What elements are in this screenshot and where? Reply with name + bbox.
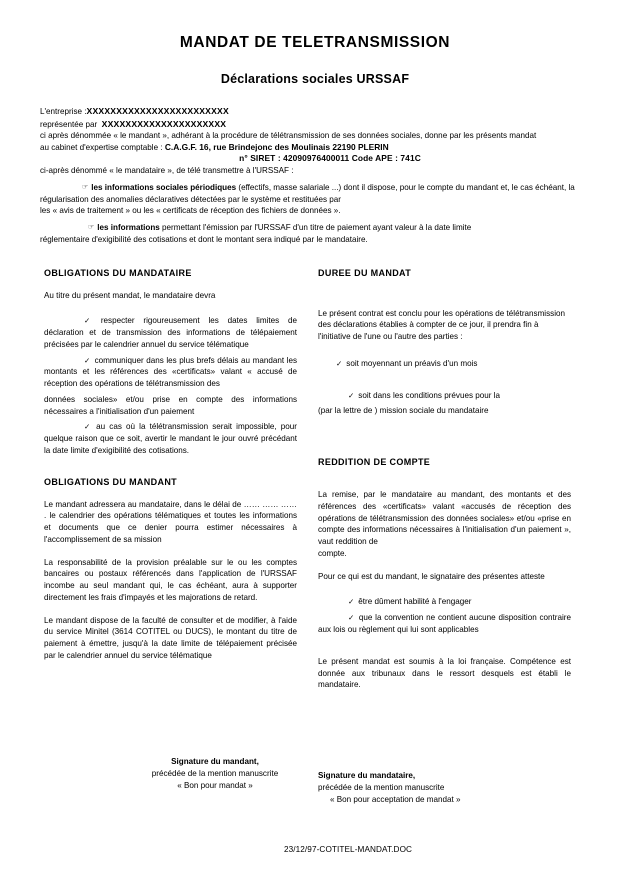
mandant-paragraph-1: Le mandant adressera au mandataire, dans le délai de …… …… …… . le calendrier des opérations télématiques et toutes les informations et documents que ce denier pourra estimer nécessaires à l'accomplissement de sa mission [44,499,297,544]
pointing-hand-icon: ☞ [82,182,89,191]
section-heading-obligations-mandataire: OBLIGATIONS DU MANDATAIRE [44,267,192,278]
mandataire-item-3 [44,421,297,456]
left-column [44,268,297,673]
section-heading-duree-mandat: DUREE DU MANDAT [318,267,412,278]
duree-item-1 [318,358,571,370]
mandataire-item-3-text: au cas où la télétransmission serait impossible, pour quelque raison que ce soit, avertir le mandant le jour ouvré précédant la date limite d'exigibilité des cotisations. [44,422,297,455]
reddition-item-1 [318,596,571,608]
signature-block-mandant [100,756,330,792]
signature-section [40,756,590,836]
reddition-item-2-text: que la convention ne contient aucune disposition contraire aux lois ou règlement qui lui sont applicables [318,613,571,635]
reddition-closing: Le présent mandat est soumis à la loi française. Compétence est donnée aux tribunaux dans le ressort desquels est établi le mandataire. [318,656,571,690]
duree-item-1-text: soit moyennant un préavis d'un mois [346,358,478,368]
check-icon: ✓ [84,316,97,326]
signature-mandataire-title: Signature du mandataire, [318,770,416,780]
signature-mandant-title: Signature du mandant, [171,756,259,766]
check-icon: ✓ [84,422,93,432]
check-icon: ✓ [336,358,343,368]
duree-item-2-tail: (par la lettre de ) mission sociale du mandataire [318,406,489,416]
hand-bullet-2 [40,222,590,234]
hand-bullet-1 [40,182,590,205]
cabinet-line [40,142,590,154]
duree-item-2-text: soit dans les conditions prévues pour la [358,390,501,400]
signature-mandant-quote: « Bon pour mandat » [177,780,253,790]
section-heading-obligations-mandant: OBLIGATIONS DU MANDANT [44,476,178,487]
signature-mandataire-quote: « Bon pour acceptation de mandat » [330,794,461,804]
mandataire-item-2-text: communiquer dans les plus brefs délais au mandant les montants et les références des «certificats» valant « accusé de réception des opérations de télétransmission des [44,355,297,389]
mandataire-item-1 [44,315,297,350]
check-icon: ✓ [348,597,355,607]
cabinet-value: C.A.G.F. 16, rue Brindejonc des Moulinais 22190 PLERIN [164,141,389,152]
mandataire-lead: Au titre du présent mandat, le mandataire devra [44,290,216,300]
company-value: XXXXXXXXXXXXXXXXXXXXXXXX [86,106,229,117]
company-line [40,105,590,117]
hand-bullet-1-tail: les « avis de traitement » ou les « certificats de réception des fichiers de données ». [40,206,341,216]
siret-line: n° SIRET : 42090976400011 Code APE : 741C [239,153,421,164]
check-icon: ✓ [348,390,355,400]
hand-bullet-1-bold: les informations sociales périodiques [91,182,237,192]
hand-bullet-2-tail: réglementaire d'exigibilité des cotisations et dont le montant sera indiqué par le mandataire. [40,234,368,244]
check-icon: ✓ [348,613,355,623]
document-footer: 23/12/97-COTITEL-MANDAT.DOC [283,845,413,854]
two-column-section [40,268,590,728]
page-title: MANDAT DE TELETRANSMISSION [179,34,451,51]
mandataire-item-2 [44,355,297,390]
represented-label: représentée par [40,119,98,129]
intro-block [40,105,590,177]
duree-item-2 [318,390,571,402]
mandant-definition: ci après dénommée « le mandant », adhérant à la procédure de télétransmission de ses données sociales, donne par les présents mandat [40,131,537,141]
reddition-paragraph-1-tail: compte. [318,548,347,558]
represented-line [40,118,590,130]
duree-paragraph: Le présent contrat est conclu pour les opérations de télétransmission des déclarations établies à compter de ce jour, il prendra fin à l'initiative de l'une ou l'autre des parties : [318,308,565,341]
right-column [318,268,571,703]
document-body [40,0,590,836]
pointing-hand-icon-2: ☞ [88,223,95,232]
reddition-paragraph-1: La remise, par le mandataire au mandant, des montants et des références des «certificats» valant «accusés de réception des opérations de télétransmission des données sociales» et/ou «prise en compte des informations nécessaires à l'initialisation d'un paiement », vaut reddition de [318,490,571,547]
reddition-item-2 [318,612,571,636]
check-icon: ✓ [84,355,91,365]
signature-mandant-mention: précédée de la mention manuscrite [151,768,279,778]
spacer [318,417,571,457]
mandant-paragraph-2: La responsabilité de la provision préalable sur le ou les comptes bancaires ou postaux référencés dans l'application de l'URSSAF incombe au seul mandant qui, le cas échéant, aura à supporter directement les frais d'impayés et les majorations de retard. [44,557,297,602]
reddition-paragraph-2: Pour ce qui est du mandant, le signataire des présentes atteste [318,571,545,581]
section-heading-reddition-compte: REDDITION DE COMPTE [318,457,431,468]
hand-bullet-2-rest: permettant l'émission par l'URSSAF d'un titre de paiement ayant valeur à la date limite [162,223,472,233]
company-label: L'entreprise : [40,107,87,117]
page-subtitle: Déclarations sociales URSSAF [220,72,410,87]
hand-bullet-2-bold: les informations [97,223,160,233]
mandataire-item-2-tail: données sociales» et/ou prise en compte des informations nécessaires a l'initialisation d'un paiement [44,394,297,416]
mandataire-item-1-text: respecter rigoureusement les dates limites de déclaration et de transmission des informations de télépaiement précisées par le calendrier annuel du service télématique [44,316,297,349]
reddition-item-1-text: être dûment habilité à l'engager [358,597,472,607]
mandant-paragraph-3: Le mandant dispose de la faculté de consulter et de modifier, à l'aide du service Minitel (3614 COTITEL ou DUCS), le montant du titre de paiement à émettre, jusqu'à la date limite de télépaiement précisée par le calendrier annuel du service télématique [44,615,297,660]
hand-bullet-1-rest: (effectifs, masse salariale ...) dont il dispose, pour le compte du mandant et, le cas échéant, la régularisation des anomalies déclaratives détectées par le système et restituées par [40,182,575,204]
mandataire-definition: ci-après dénommé « le mandataire », de télé transmettre à l'URSSAF : [40,166,294,176]
signature-mandataire-mention: précédée de la mention manuscrite [318,782,445,792]
signature-block-mandataire [318,770,568,806]
cabinet-label: au cabinet d'expertise comptable : [40,142,165,152]
represented-value: XXXXXXXXXXXXXXXXXXXXX [101,118,227,129]
